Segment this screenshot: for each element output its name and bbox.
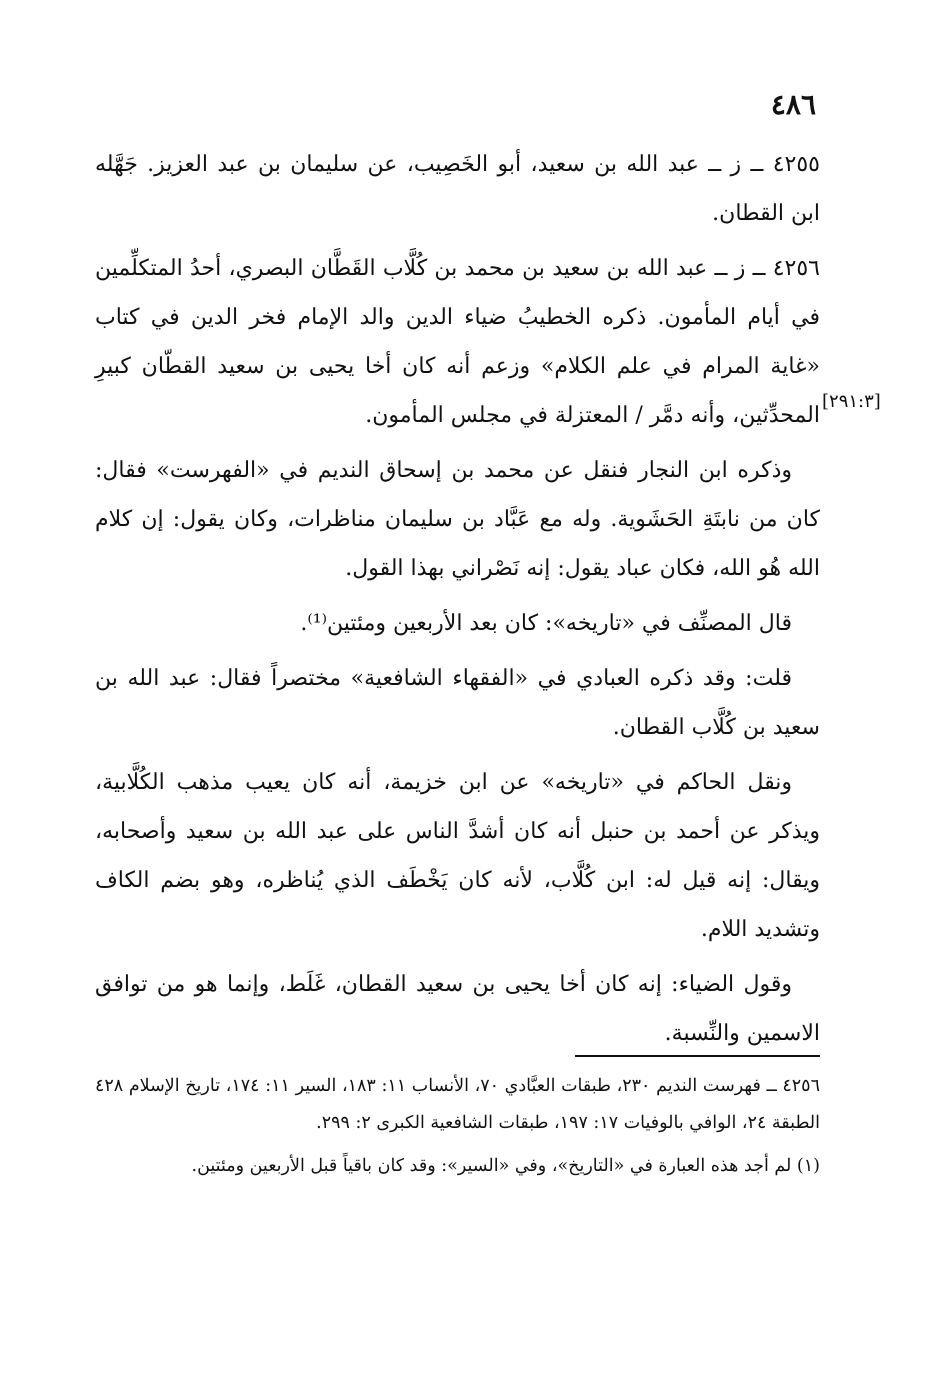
footnotes <box>95 1068 820 1191</box>
page-number: ٤٨٦ <box>770 88 816 121</box>
footnote-sources: ٤٢٥٦ ــ فهرست النديم ٢٣٠، طبقات العبَّادي ٧٠، الأنساب ١١: ١٨٣، السير ١١: ١٧٤، تاريخ الإسلام ٤٢٨ الطبقة ٢٤، الوافي بالوفيات ١٧: ١٩٧، طبقات الشافعية الكبرى ٢: ٢٩٩. <box>95 1076 820 1133</box>
paragraph-diya: وقول الضياء: إنه كان أخا يحيى بن سعيد القطان، غَلَط، وإنما هو من توافق الاسمين والنِّسبة. <box>95 972 820 1046</box>
entry-4256: ٤٢٥٦ ــ ز ــ عبد الله بن سعيد بن محمد بن كُلَّاب القَطَّان البصري، أحدُ المتكلِّمين في أيام المأمون. ذكره الخطيبُ ضياء الدين والد الإمام فخر الدين في كتاب «غاية المرام في علم الكلام» وزعم أنه كان أخا يحيى بن سعيد القطّان كبيرِ المحدِّثين، وأنه دمَّر / المعتزلة في مجلس المأمون. <box>95 256 820 428</box>
paragraph-hakim: ونقل الحاكم في «تاريخه» عن ابن خزيمة، أنه كان يعيب مذهب الكُلَّابية، ويذكر عن أحمد بن حنبل أنه كان أشدَّ الناس على عبد الله بن سعيد وأصحابه، ويقال: إنه قيل له: ابن كُلَّاب، لأنه كان يَخْطَف الذي يُناظره، وهو بضم الكاف وتشديد اللام. <box>95 770 820 942</box>
main-text <box>95 140 820 1064</box>
margin-reference: [٢٩١:٣] <box>822 391 881 412</box>
footnote-1: (١) لم أجد هذه العبارة في «التاريخ»، وفي «السير»: وقد كان باقياً قبل الأربعين ومئتين. <box>191 1156 820 1176</box>
entry-4255: ٤٢٥٥ ــ ز ــ عبد الله بن سعيد، أبو الخَصِيب، عن سليمان بن عبد العزيز. جَهَّله ابن القطان. <box>95 152 820 226</box>
paragraph-author-quote: قال المصنِّف في «تاريخه»: كان بعد الأربعين ومئتين⁽¹⁾. <box>300 611 792 636</box>
paragraph-abbadi: قلت: وقد ذكره العبادي في «الفقهاء الشافعية» مختصراً فقال: عبد الله بن سعيد بن كُلَّاب القطان. <box>95 666 820 740</box>
footnote-divider <box>575 1055 820 1057</box>
paragraph-ibn-najjar: وذكره ابن النجار فنقل عن محمد بن إسحاق النديم في «الفهرست» فقال: كان من نابتَةِ الحَشَوية. وله مع عَبَّاد بن سليمان مناظرات، وكان يقول: إن كلام الله هُو الله، فكان عباد يقول: إنه نَصْراني بهذا القول. <box>95 458 820 581</box>
